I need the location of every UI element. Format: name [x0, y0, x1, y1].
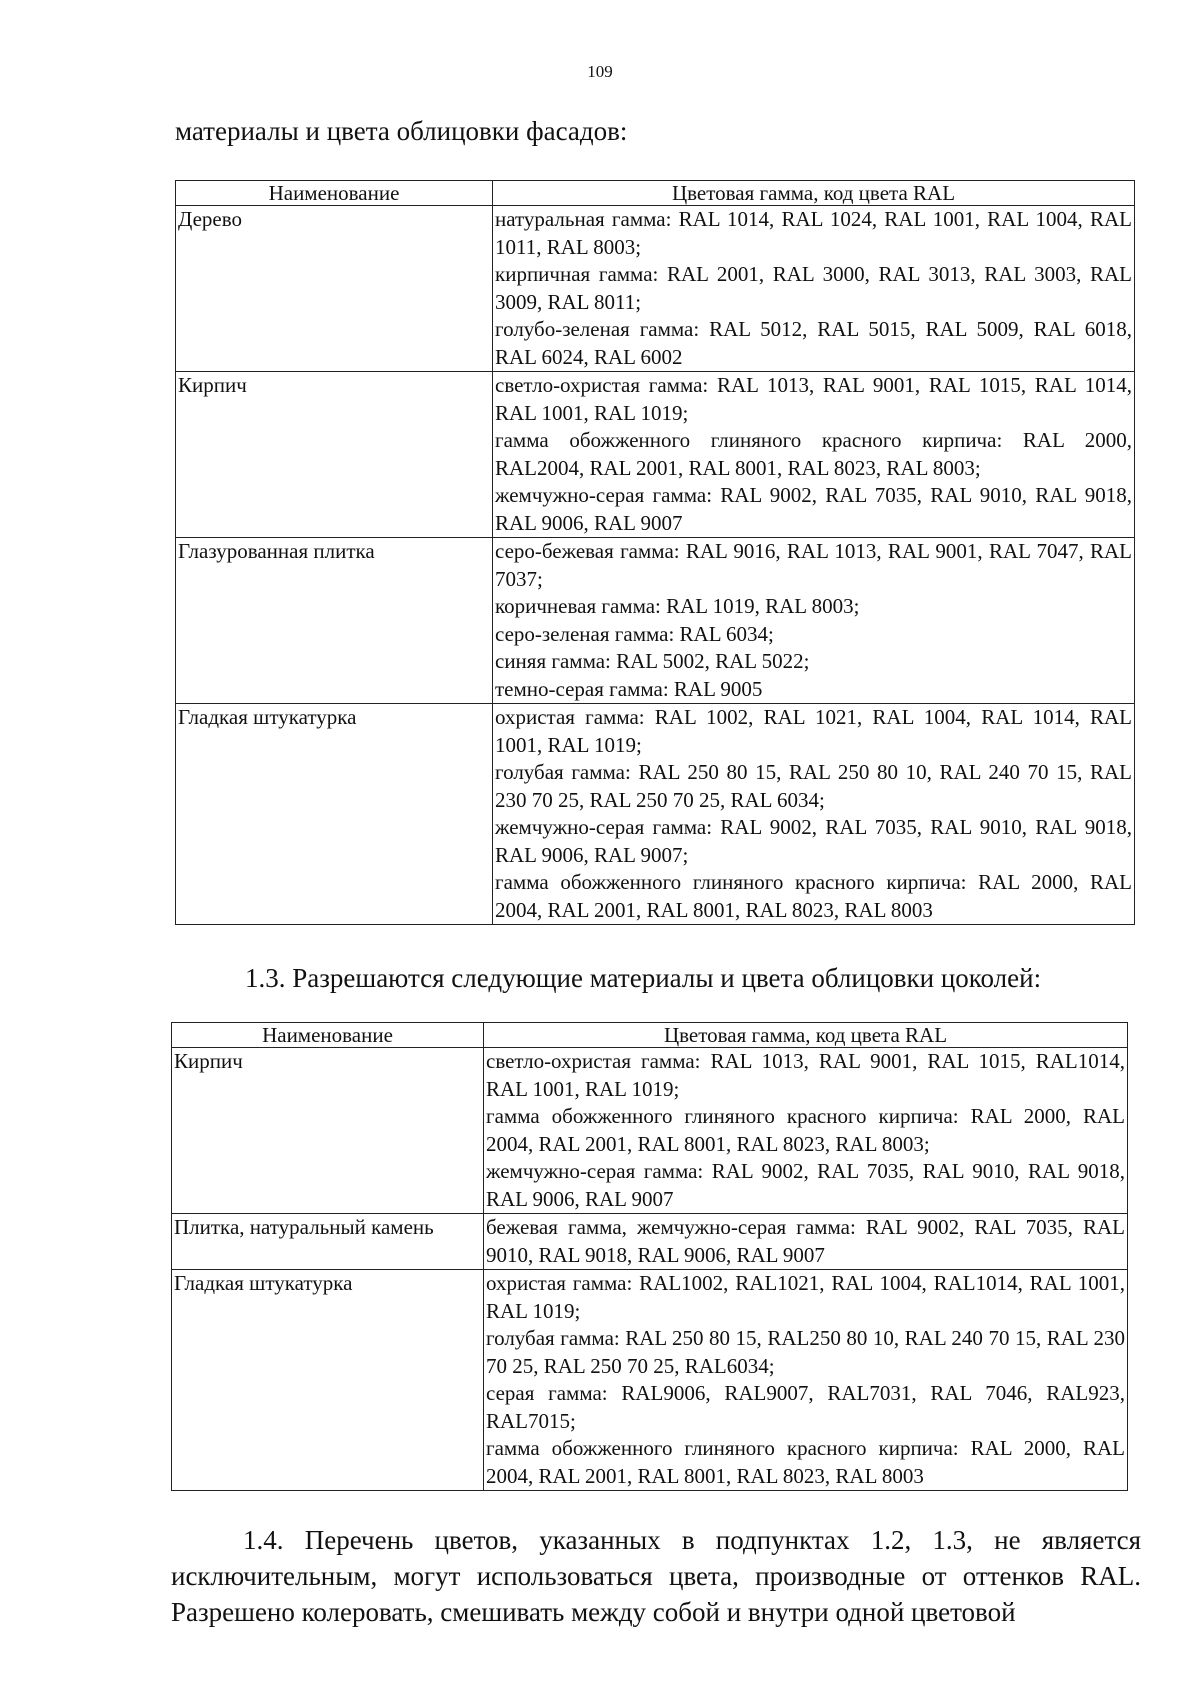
facade-materials-table — [175, 180, 1135, 925]
table-row — [176, 206, 1135, 372]
material-name-cell: Гладкая штукатурка — [172, 1270, 484, 1491]
color-range-line: жемчужно-серая гамма: RAL 9002, RAL 7035, RAL 9010, RAL 9018, RAL 9006, RAL 9007 — [495, 483, 1132, 535]
column-header-colors: Цветовая гамма, код цвета RAL — [484, 1023, 1128, 1048]
color-range-line: светло-охристая гамма: RAL 1013, RAL 9001, RAL 1015, RAL 1014, RAL 1001, RAL 1019; — [495, 373, 1132, 425]
table-row — [172, 1048, 1128, 1214]
plinth-materials-table — [171, 1022, 1128, 1491]
column-header-name: Наименование — [176, 181, 493, 206]
color-range-line: темно-серая гамма: RAL 9005 — [495, 676, 763, 701]
table-row — [176, 372, 1135, 538]
material-name-cell: Дерево — [176, 206, 493, 372]
material-name-cell: Гладкая штукатурка — [176, 704, 493, 925]
table-row — [172, 1214, 1128, 1270]
color-range-cell — [493, 538, 1135, 704]
color-range-line: серая гамма: RAL9006, RAL9007, RAL7031, RAL 7046, RAL923, RAL7015; — [486, 1381, 1125, 1433]
color-range-line: голубая гамма: RAL 250 80 15, RAL 250 80 10, RAL 240 70 15, RAL 230 70 25, RAL 250 70 25, RAL 6034; — [495, 760, 1132, 812]
color-range-line: серо-зеленая гамма: RAL 6034; — [495, 621, 774, 646]
color-range-line: светло-охристая гамма: RAL 1013, RAL 9001, RAL 1015, RAL1014, RAL 1001, RAL 1019; — [486, 1049, 1125, 1101]
color-range-line: охристая гамма: RAL 1002, RAL 1021, RAL 1004, RAL 1014, RAL 1001, RAL 1019; — [495, 705, 1132, 757]
table-header-row — [176, 181, 1135, 206]
plinth-table-body — [172, 1048, 1128, 1491]
color-range-line: гамма обожженного глиняного красного кирпича: RAL 2000, RAL 2004, RAL 2001, RAL 8001, RAL 8023, RAL 8003; — [486, 1104, 1125, 1156]
body-paragraph: 1.4. Перечень цветов, указанных в подпунктах 1.2, 1.3, не является исключительным, могут использоваться цвета, производные от оттенков RAL. Разрешено колеровать, смешивать между собой и внутри одной цветовой — [171, 1525, 1141, 1627]
color-range-cell — [493, 372, 1135, 538]
color-range-line: жемчужно-серая гамма: RAL 9002, RAL 7035, RAL 9010, RAL 9018, RAL 9006, RAL 9007 — [486, 1159, 1125, 1211]
color-range-line: кирпичная гамма: RAL 2001, RAL 3000, RAL 3013, RAL 3003, RAL 3009, RAL 8011; — [495, 262, 1132, 314]
color-range-cell — [484, 1214, 1128, 1270]
color-range-cell — [493, 206, 1135, 372]
color-range-line: голубая гамма: RAL 250 80 15, RAL250 80 10, RAL 240 70 15, RAL 230 70 25, RAL 250 70 25, RAL6034; — [486, 1326, 1125, 1378]
color-range-line: бежевая гамма, жемчужно-серая гамма: RAL 9002, RAL 7035, RAL 9010, RAL 9018, RAL 9006, RAL 9007 — [486, 1215, 1125, 1267]
column-header-colors: Цветовая гамма, код цвета RAL — [493, 181, 1135, 206]
color-range-cell — [493, 704, 1135, 925]
color-range-line: гамма обожженного глиняного красного кирпича: RAL 2000, RAL2004, RAL 2001, RAL 8001, RAL 8023, RAL 8003; — [495, 428, 1132, 480]
color-range-line: коричневая гамма: RAL 1019, RAL 8003; — [495, 594, 860, 618]
color-range-line: жемчужно-серая гамма: RAL 9002, RAL 7035, RAL 9010, RAL 9018, RAL 9006, RAL 9007; — [495, 815, 1132, 867]
intro-text: материалы и цвета облицовки фасадов: — [175, 116, 628, 146]
color-range-line: серо-бежевая гамма: RAL 9016, RAL 1013, RAL 9001, RAL 7047, RAL 7037; — [495, 539, 1132, 591]
table-row — [176, 538, 1135, 704]
column-header-name: Наименование — [172, 1023, 484, 1048]
material-name-cell: Кирпич — [172, 1048, 484, 1214]
table-header-row — [172, 1023, 1128, 1048]
color-range-line: синяя гамма: RAL 5002, RAL 5022; — [495, 649, 810, 673]
material-name-cell: Глазурованная плитка — [176, 538, 493, 704]
page-number: 109 — [587, 62, 613, 81]
material-name-cell: Плитка, натуральный камень — [172, 1214, 484, 1270]
color-range-line: гамма обожженного глиняного красного кирпича: RAL 2000, RAL 2004, RAL 2001, RAL 8001, RAL 8023, RAL 8003 — [486, 1436, 1125, 1488]
color-range-line: гамма обожженного глиняного красного кирпича: RAL 2000, RAL 2004, RAL 2001, RAL 8001, RAL 8023, RAL 8003 — [495, 870, 1132, 922]
color-range-cell — [484, 1270, 1128, 1491]
color-range-line: охристая гамма: RAL1002, RAL1021, RAL 1004, RAL1014, RAL 1001, RAL 1019; — [486, 1271, 1125, 1323]
section-heading: 1.3. Разрешаются следующие материалы и цвета облицовки цоколей: — [245, 963, 1042, 993]
color-range-line: натуральная гамма: RAL 1014, RAL 1024, RAL 1001, RAL 1004, RAL 1011, RAL 8003; — [495, 207, 1132, 259]
material-name-cell: Кирпич — [176, 372, 493, 538]
table-row — [172, 1270, 1128, 1491]
color-range-line: голубо-зеленая гамма: RAL 5012, RAL 5015, RAL 5009, RAL 6018, RAL 6024, RAL 6002 — [495, 317, 1132, 369]
facade-table-body — [176, 206, 1135, 925]
color-range-cell — [484, 1048, 1128, 1214]
table-row — [176, 704, 1135, 925]
